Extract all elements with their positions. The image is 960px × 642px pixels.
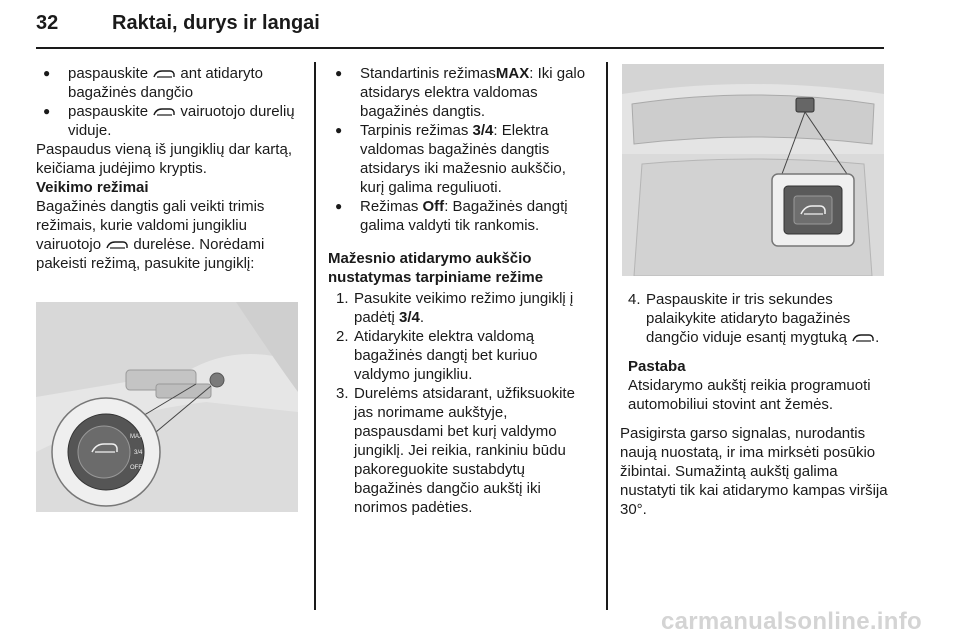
list-item: ● paspauskite vairuotojo durelių viduje. bbox=[36, 102, 306, 140]
step-item: 1. Pasukite veikimo režimo jungiklį į padėtį 3/4. bbox=[336, 290, 574, 326]
tailgate-button-drawing bbox=[622, 64, 884, 276]
tailgate-icon bbox=[152, 68, 176, 80]
list-item: ● paspauskite ant atidaryto bagažinės dangčio bbox=[36, 64, 306, 102]
note-box bbox=[620, 357, 888, 414]
list-item: ● Standartinis režimasMAX: Iki galo atsidarys elektra valdomas bagažinės dangtis. bbox=[328, 64, 590, 121]
list-item: ● Režimas Off: Bagažinės dangtį galima valdyti tik rankomis. bbox=[328, 197, 590, 235]
door-switch-drawing bbox=[36, 302, 298, 512]
column-3 bbox=[620, 290, 888, 519]
step-item: 3. Durelėms atsidarant, užfiksuokite jas norimame aukštyje, paspausdami bet kurį valdymo jungiklį. Jei reikia, rankiniu būdu pakoreguokite sustabdytų bagažinės dangčio aukštį iki norimos padėties. bbox=[336, 385, 575, 516]
section-heading: Mažesnio atidarymo aukščio nustatymas tarpiniame režime bbox=[328, 250, 544, 286]
page-header bbox=[36, 6, 884, 46]
step-item: 2. Atidarykite elektra valdomą bagažinės dangtį bet kuriuo valdymo jungikliu. bbox=[336, 328, 538, 383]
paragraph: Bagažinės dangtis gali veikti trimis režimais, kurie valdomi jungikliu vairuotojo durelėse. Norėdami pakeisti režimą, pasukite jungiklį: bbox=[36, 198, 265, 272]
note-text: Atsidarymo aukštį reikia programuoti automobiliui stovint ant žemės. bbox=[628, 377, 871, 413]
paragraph: Pasigirsta garso signalas, nurodantis naują nuostatą, ir ima mirksėti posūkio žibintai. Sumažintą aukštį galima nustatyti tik kai atidarymo kampas viršija 30°. bbox=[620, 425, 888, 518]
tailgate-icon bbox=[851, 332, 875, 344]
tailgate-icon bbox=[152, 106, 176, 118]
svg-text:MAX: MAX bbox=[130, 434, 144, 440]
note-heading: Pastaba bbox=[628, 358, 686, 375]
step-item: 4. Paspauskite ir tris sekundes palaikykite atidaryto bagažinės dangčio viduje esantį mygtuką . bbox=[628, 291, 880, 346]
column-divider bbox=[606, 62, 608, 610]
page-title: Raktai, durys ir langai bbox=[112, 12, 320, 34]
column-2 bbox=[328, 64, 590, 517]
section-heading: Veikimo režimai bbox=[36, 179, 149, 196]
door-switch-illustration bbox=[36, 302, 298, 512]
header-rule bbox=[36, 47, 884, 49]
column-divider bbox=[314, 62, 316, 610]
tailgate-button-illustration bbox=[622, 64, 884, 276]
column-1 bbox=[36, 64, 306, 273]
paragraph: Paspaudus vieną iš jungiklių dar kartą, keičiama judėjimo kryptis. bbox=[36, 141, 292, 177]
svg-text:OFF: OFF bbox=[130, 465, 142, 471]
watermark: carmanualsonline.info bbox=[660, 608, 922, 635]
list-item: ● Tarpinis režimas 3/4: Elektra valdomas bagažinės dangtis atsidarys iki mažesnio aukščio, kurį galima reguliuoti. bbox=[328, 121, 590, 197]
svg-text:3/4: 3/4 bbox=[134, 450, 143, 456]
page-number: 32 bbox=[36, 12, 59, 34]
tailgate-icon bbox=[105, 239, 129, 251]
